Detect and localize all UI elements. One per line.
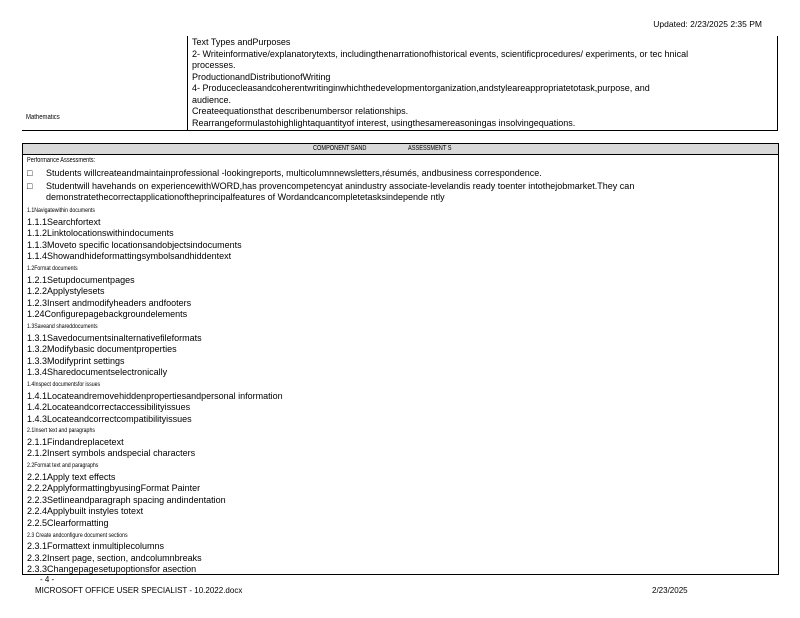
objective-heading	[27, 425, 767, 437]
objective-item-text: 2.1.2Insert symbols andspecial characters	[27, 448, 196, 459]
objective-item	[27, 414, 767, 426]
objective-item	[27, 309, 767, 321]
subject-label: Mathematics	[26, 114, 60, 121]
objective-item	[27, 367, 767, 379]
footer-date: 2/23/2025	[652, 586, 688, 595]
objective-heading	[27, 205, 767, 217]
objective-heading-text: 1.1Navigatewithin documents	[27, 207, 95, 214]
objective-item-text: 1.3.3Modifyprint settings	[27, 355, 125, 366]
objective-item	[27, 298, 767, 310]
standard-line: 4- Producecleasandcoherentwritinginwhichthedevelopmentorganization,andstyleareappropriatetotask,purpose, and	[192, 83, 650, 93]
performance-assessments-label: Performance Assessments:	[27, 157, 96, 164]
document-title: MICROSOFT OFFICE USER SPECIALIST - 10.2022.docx	[35, 586, 243, 595]
objective-heading-text: 2.1Insert text and paragraphs	[27, 427, 95, 435]
right-border	[777, 36, 778, 130]
bullet-box-icon: □	[27, 181, 33, 191]
components-header-bar	[23, 144, 778, 155]
objective-item-text: 2.2.2ApplyformattingbyusingFormat Painter	[27, 483, 201, 494]
objective-item	[27, 402, 767, 414]
objective-heading	[27, 379, 767, 391]
bullet-box-icon: □	[27, 168, 33, 178]
objective-heading-text: 2.2Format text and paragraphs	[27, 462, 99, 470]
standard-line: processes.	[192, 60, 236, 70]
standard-line: Rearrangeformulastohighlightaquantityof interest, usingthesamereasoningas insolvingequations.	[192, 117, 576, 128]
standards-table	[22, 36, 778, 131]
components-table	[22, 143, 779, 575]
objective-item	[27, 333, 767, 345]
objective-item	[27, 275, 767, 287]
objective-item-text: 1.4.3Locateandcorrectcompatibilityissues	[27, 413, 192, 424]
objective-item-text: 2.2.4Applybuilt instyles totext	[27, 506, 144, 517]
objective-item-text: 1.3.4Sharedocumentselectronically	[27, 367, 168, 378]
objective-heading-text: 2.3 Create andconfigure document sections	[27, 531, 128, 539]
objective-item	[27, 217, 767, 229]
standards-text	[192, 37, 772, 129]
objective-item-text: 2.2.1Apply text effects	[27, 471, 116, 482]
objective-heading-text: 1.2Format documents	[27, 264, 78, 272]
objective-item-text: 1.1.4Showandhideformattingsymbolsandhiddentext	[27, 251, 232, 262]
objective-heading	[27, 530, 767, 542]
bullet-text: Studentwill havehands on experiencewithWORD,has provencompetencyat anindustry associate-levelandis ready toenter intothejobmarket.They can demonstratethecorrectapplicationoftheprincipalfeatures of Wordandcancompletetasksindepende ntly	[46, 181, 635, 202]
objective-item	[27, 448, 767, 460]
objective-item	[27, 553, 767, 565]
objective-item-text: 1.3.2Modifybasic documentproperties	[27, 344, 177, 355]
objective-heading	[27, 460, 767, 472]
objective-item-text: 1.24Configurepagebackgroundelements	[27, 309, 188, 320]
objective-item	[27, 472, 767, 484]
objective-item-text: 2.2.5Clearformatting	[27, 518, 109, 529]
objective-item	[27, 518, 767, 530]
objectives-list	[27, 205, 767, 576]
objective-item-text: 1.1.2Linktolocationswithindocuments	[27, 228, 174, 239]
objective-heading	[27, 263, 767, 275]
standard-line: Createequationsthat describenumbersor relationships.	[192, 106, 409, 116]
objective-item	[27, 564, 767, 576]
assessments-header: ASSESSMENT S	[408, 145, 452, 152]
objective-item-text: 1.3.1Savedocumentsinalternativefileformats	[27, 332, 202, 343]
objective-item	[27, 344, 767, 356]
objective-item-text: 1.2.2Applystylesets	[27, 286, 105, 297]
objective-item-text: 2.3.3Changepagesetupoptionsfor asection	[27, 564, 197, 575]
objective-item	[27, 541, 767, 553]
objective-item	[27, 251, 767, 263]
objective-item-text: 1.4.2Locateandcorrectaccessibilityissues	[27, 402, 191, 413]
standard-line: 2- Writeinformative/explanatorytexts, includingthenarrationofhistorical events, scientificprocedures/ experiments, or tec hnical	[192, 48, 689, 59]
bullet-text: Students willcreateandmaintainprofessional -lookingreports, multicolumnnewsletters,résumés, andbusiness correspondence.	[46, 168, 542, 178]
objective-item-text: 1.2.1Setupdocumentpages	[27, 274, 135, 285]
objective-item	[27, 228, 767, 240]
standard-line: ProductionandDistributionofWriting	[192, 71, 331, 82]
column-divider	[187, 36, 188, 130]
objective-item-text: 1.1.3Moveto specific locationsandobjectsindocuments	[27, 239, 242, 250]
objective-item-text: 2.2.3Setlineandparagraph spacing andindentation	[27, 494, 226, 505]
objective-heading	[27, 321, 767, 333]
objective-item	[27, 356, 767, 368]
components-header: COMPONENT SAND	[313, 145, 367, 152]
objective-item	[27, 437, 767, 449]
objective-item	[27, 391, 767, 403]
objective-item-text: 1.2.3Insert andmodifyheaders andfooters	[27, 297, 192, 308]
objective-item	[27, 506, 767, 518]
objective-item	[27, 495, 767, 507]
objective-item	[27, 286, 767, 298]
objective-item-text: 2.3.1Formattext inmultiplecolumns	[27, 541, 165, 552]
objective-item	[27, 483, 767, 495]
objective-item-text: 2.1.1Findandreplacetext	[27, 436, 124, 447]
objective-heading-text: 1.4Inspect documentsfor issues	[27, 380, 101, 388]
updated-timestamp: Updated: 2/23/2025 2:35 PM	[653, 19, 762, 29]
objective-item	[27, 240, 767, 252]
objective-item-text: 1.4.1Locateandremovehiddenpropertiesandpersonal information	[27, 390, 283, 401]
page-number: - 4 -	[40, 575, 55, 584]
objective-item-text: 1.1.1Searchfortext	[27, 216, 101, 227]
standard-line: audience.	[192, 94, 232, 105]
objective-item-text: 2.3.2Insert page, section, andcolumnbreaks	[27, 552, 202, 563]
standard-line: Text Types andPurposes	[192, 37, 291, 47]
objective-heading-text: 1.3Saveand shareddocuments	[27, 322, 98, 330]
